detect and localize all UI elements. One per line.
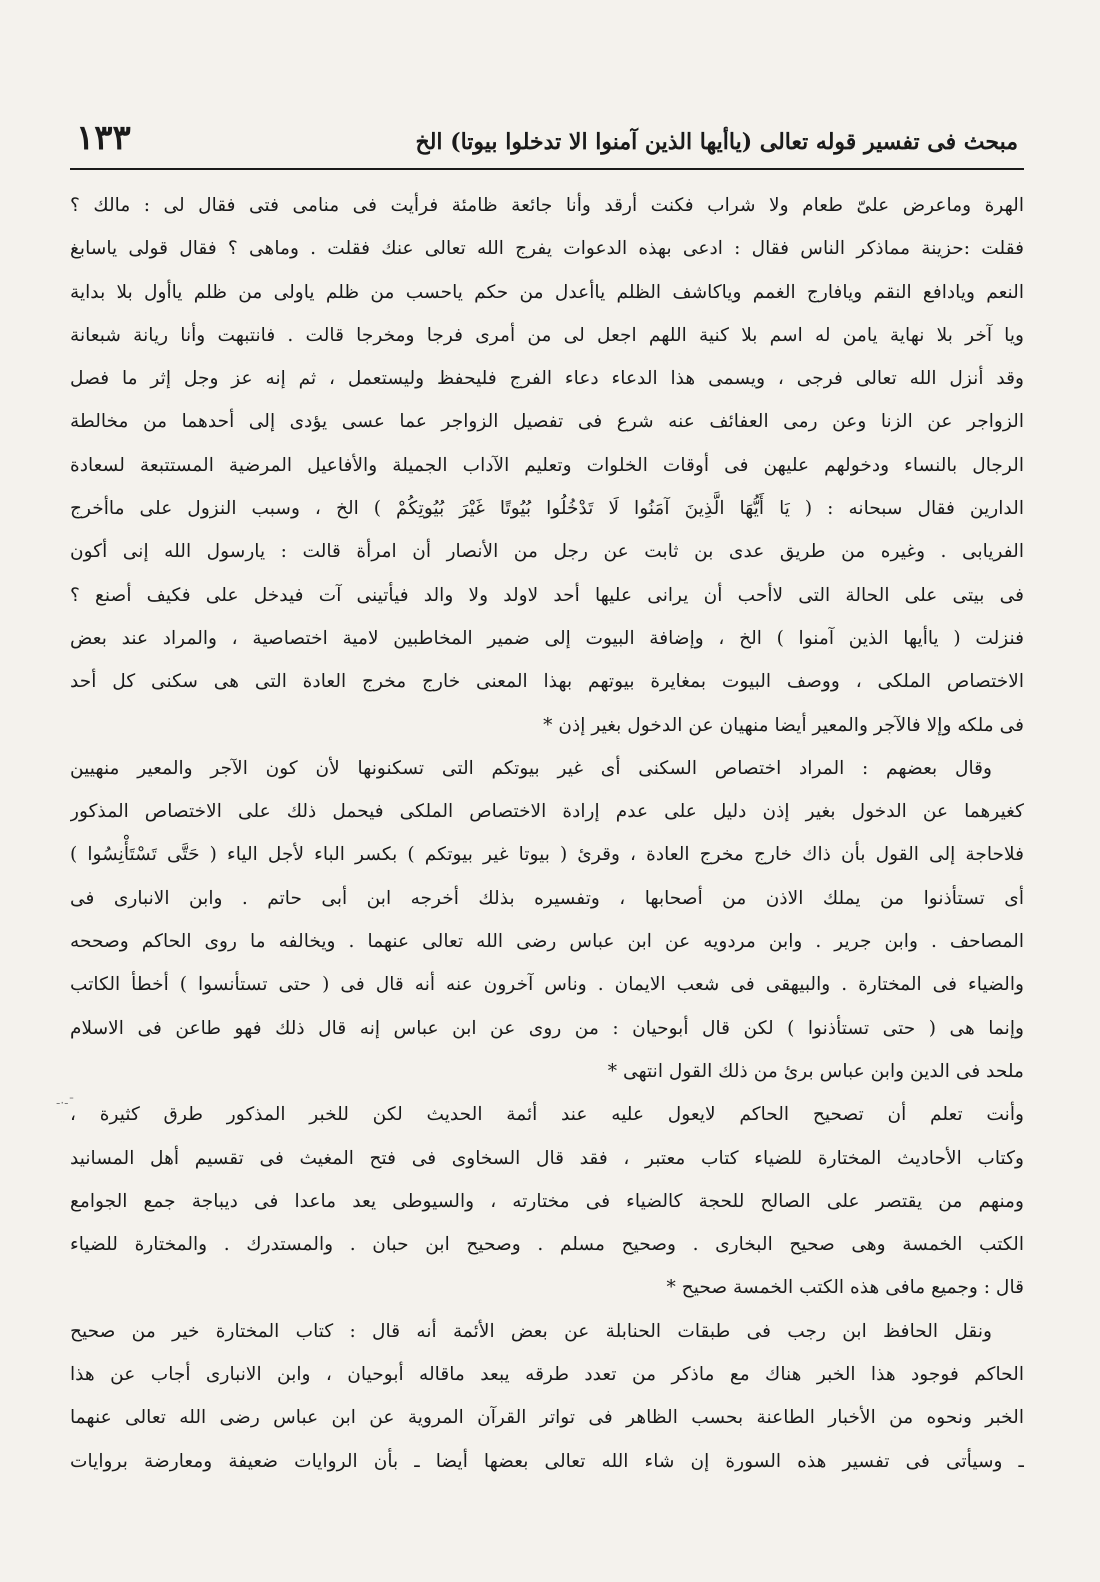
text-line: وإنما هى ( حتى تستأذنوا ) لكن قال أبوحيان : من روى عن ابن عباس إنه قال ذلك فهو طاعن فى الاسلام <box>70 1017 1024 1039</box>
margin-mark: ‐·‐ˉ <box>56 1096 75 1110</box>
paragraph <box>70 184 1024 747</box>
text-line: وقال بعضهم : المراد اختصاص السكنى أى غير بيوتكم التى تسكنونها لأن كون الآجر والمعير منهيين <box>70 757 992 779</box>
text-line: وكتاب الأحاديث المختارة للضياء كتاب معتبر ، فقد قال السخاوى فى فتح المغيث فى تقسيم أهل المسانيد <box>70 1147 1024 1169</box>
text-line: فى ملكه وإلا فالآجر والمعير أيضا منهيان عن الدخول بغير إذن * <box>543 714 1024 736</box>
text-line: الزواجر عن الزنا وعن رمى العفائف عنه شرع فى تفصيل الزواجر عما عسى يؤدى إلى أحدهما من مخالطة <box>70 411 1024 433</box>
paragraph <box>70 747 1024 1093</box>
paragraph <box>70 1093 1024 1309</box>
text-line: الحاكم فوجود هذا الخبر هناك مع ماذكر من تعدد طرقه يبعد ماقاله أبوحيان ، وابن الانبارى أجاب عن هذا <box>70 1364 1024 1386</box>
text-line: الهرة وماعرض علىّ طعام ولا شراب فكنت أرقد وأنا جائعة ظامئة فرأيت فى منامى فتى فقال لى : مالك ؟ <box>70 195 1024 216</box>
paragraph <box>70 1310 1024 1483</box>
text-line: النعم ويادافع النقم ويافارج الغمم وياكاشف الظلم ياأعدل من حكم ياحسب من ظلم ياولى من ظلم ياأول بلا بداية <box>70 281 1024 303</box>
text-line: وأنت تعلم أن تصحيح الحاكم لايعول عليه عند أئمة الحديث لكن للخبر المذكور طرق كثيرة ، <box>70 1104 1024 1126</box>
text-line: ومنهم من يقتصر على الصالح للحجة كالضياء فى مختارته ، والسيوطى يعد ماعدا فى ديباجة جمع الجوامع <box>70 1190 1024 1212</box>
running-title: مبحث فى تفسير قوله تعالى (ياأيها الذين آمنوا الا تدخلوا بيوتا) الخ <box>415 129 1018 155</box>
text-line: فنزلت ( ياأيها الذين آمنوا ) الخ ، وإضافة البيوت إلى ضمير المخاطبين لامية اختصاصية ، والمراد عند بعض <box>70 627 1024 649</box>
text-line: وقد أنزل الله تعالى فرجى ، ويسمى هذا الدعاء دعاء الفرج فليحفظ وليستعمل ، ثم إنه عز وجل إثر ما فصل <box>70 368 1024 390</box>
text-line: أى تستأذنوا من يملك الاذن من أصحابها ، وتفسيره بذلك أخرجه ابن أبى حاتم . وابن الانبارى فى <box>70 887 1024 909</box>
text-line: فقلت :حزينة مماذكر الناس فقال : ادعى بهذه الدعوات يفرج الله تعالى عنك فقلت . وماهى ؟ فقال قولى ياسابغ <box>70 238 1024 260</box>
text-line: ويا آخر بلا نهاية يامن له اسم بلا كنية اللهم اجعل لى من أمرى فرجا ومخرجا قالت . فانتبهت وأنا ريانة شبعانة <box>70 324 1024 346</box>
text-line: ملحد فى الدين وابن عباس برئ من ذلك القول انتهى * <box>607 1060 1024 1082</box>
text-line: الدارين فقال سبحانه : ( يَا أَيُّهَا الَّذِينَ آمَنُوا لَا تَدْخُلُوا بُيُوتًا غَيْرَ بُيُوتِكُمْ ) الخ ، وسبب النزول على ماأخرج <box>70 498 1024 520</box>
text-line: الرجال بالنساء ودخولهم عليهن فى أوقات الخلوات وتعليم الآداب الجميلة والأفاعيل المرضية المستتبعة لسعادة <box>70 454 1024 476</box>
text-line: الاختصاص الملكى ، ووصف البيوت بمغايرة بيوتهم بهذا المعنى خارج مخرج العادة التى هى سكنى كل أحد <box>70 671 1024 693</box>
text-line: فلاحاجة إلى القول بأن ذاك خارج مخرج العادة ، وقرئ ( بيوتا غير بيوتكم ) بكسر الباء لأجل الياء ( حَتَّى تَسْتَأْنِسُوا ) <box>70 844 1024 866</box>
text-line: والضياء فى المختارة . والبيهقى فى شعب الايمان . وناس آخرون عنه أنه قال فى ( حتى تستأنسوا ) أخطأ الكاتب <box>70 974 1024 996</box>
body-text <box>70 184 1024 1483</box>
text-line: فى بيتى على الحالة التى لاأحب أن يرانى عليها أحد لاولد ولا والد فيأتينى آت فيدخل على فكيف أصنع ؟ <box>70 584 1024 606</box>
text-line: ونقل الحافظ ابن رجب فى طبقات الحنابلة عن بعض الأئمة أنه قال : كتاب المختارة خير من صحيح <box>70 1320 992 1342</box>
text-line: كغيرهما عن الدخول بغير إذن دليل على عدم إرادة الاختصاص الملكى فيحمل ذلك على الاختصاص المذكور <box>70 801 1024 823</box>
text-line: الخبر ونحوه من الأخبار الطاعنة بحسب الظاهر فى تواتر القرآن المروية عن ابن عباس رضى الله تعالى عنهما <box>70 1407 1024 1429</box>
text-line: ـ وسيأتى فى تفسير هذه السورة إن شاء الله تعالى بعضها أيضا ـ بأن الروايات ضعيفة ومعارضة بروايات <box>70 1450 1024 1472</box>
text-line: الكتب الخمسة وهى صحيح البخارى . وصحيح مسلم . وصحيح ابن حبان . والمستدرك . والمختارة للضياء <box>70 1234 1024 1256</box>
text-line: قال : وجميع مافى هذه الكتب الخمسة صحيح * <box>666 1277 1024 1299</box>
text-line: الفريابى . وغيره من طريق عدى بن ثابت عن رجل من الأنصار أن امرأة قالت : يارسول الله إنى أكون <box>70 541 1024 563</box>
text-line: المصاحف . وابن جرير . وابن مردويه عن ابن عباس رضى الله تعالى عنهما . ويخالفه ما روى الحاكم وصححه <box>70 931 1024 953</box>
page-header <box>70 118 1024 170</box>
page-number: ١٣٣ <box>76 118 131 158</box>
